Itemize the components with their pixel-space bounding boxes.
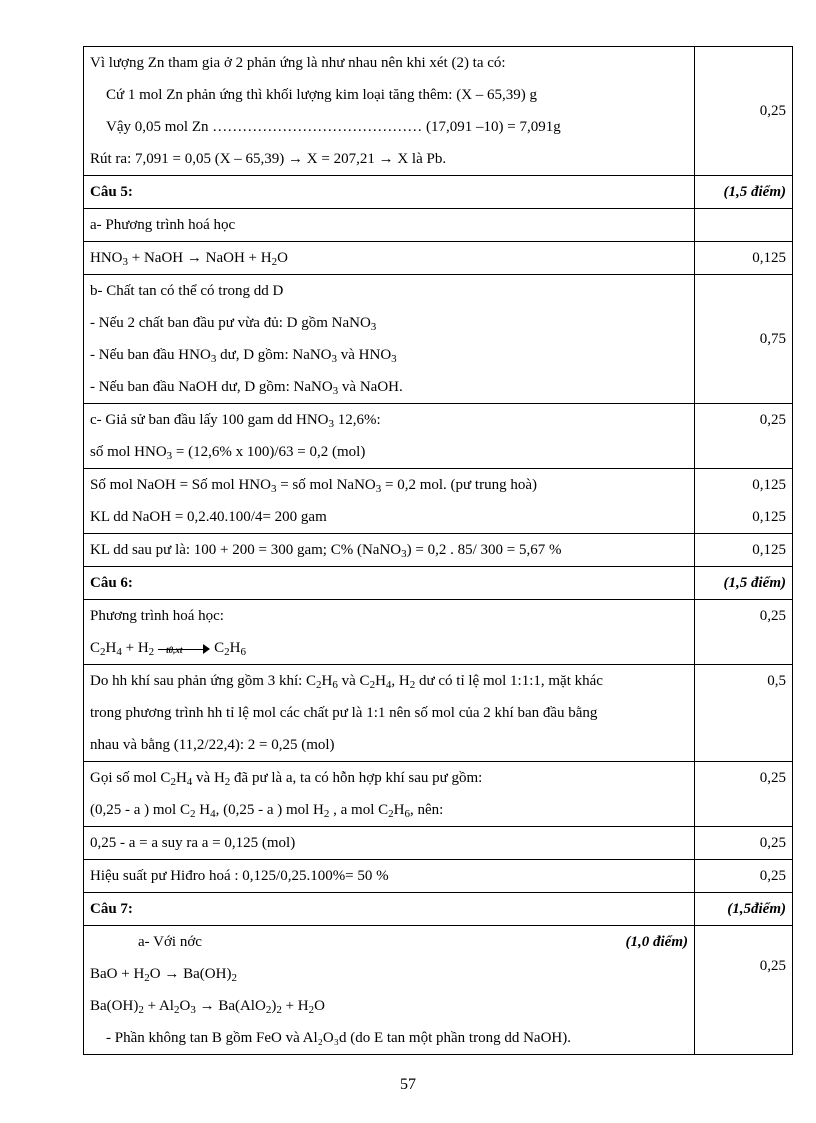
score-cell	[695, 827, 793, 860]
text-line: Vậy 0,05 mol Zn …………………………………… (17,091 –10) = 7,091g	[106, 119, 561, 135]
content-cell	[84, 827, 695, 860]
text-line: nhau và bằng (11,2/22,4): 2 = 0,25 (mol)	[90, 737, 335, 753]
answer-table	[83, 46, 793, 1055]
content-cell	[84, 534, 695, 567]
table-row	[84, 469, 793, 534]
table-row	[84, 404, 793, 469]
question-title: Câu 6:	[90, 575, 133, 591]
text-line: - Nếu 2 chất ban đầu pư vừa đủ: D gồm NaNO$_3$	[90, 315, 377, 333]
score-cell	[695, 600, 793, 665]
score-value: 0,125	[752, 542, 786, 558]
question-header-row	[84, 567, 793, 600]
question-points: (1,5 điểm)	[723, 184, 786, 200]
equation-line: $Ba(OH)_2 + Al_2O_3 \to Ba(AlO_2)_2 + H_2O$	[90, 998, 325, 1016]
content-cell	[84, 242, 695, 275]
question-points: (1,5điểm)	[727, 901, 786, 917]
points-cell	[695, 893, 793, 926]
reaction-arrow-icon	[158, 642, 210, 656]
table-row	[84, 275, 793, 404]
content-cell	[84, 275, 695, 404]
reaction-condition: t0,xt	[166, 644, 183, 655]
text-line: Gọi số mol $C_2H_4$ và $H_2$ đã pư là a, ta có hỗn hợp khí sau pư gồm:	[90, 770, 483, 788]
text-line: Do hh khí sau phản ứng gồm 3 khí: $C_2H_6$ và $C_2H_4$, $H_2$ dư có tỉ lệ mol 1:1:1, mặt khác	[90, 673, 603, 691]
question-header-row	[84, 893, 793, 926]
score-value: 0,25	[759, 412, 786, 428]
score-value: 0,25	[759, 608, 786, 624]
score-cell	[695, 665, 793, 762]
text-line: KL dd NaOH = 0,2.40.100/4= 200 gam	[90, 509, 327, 525]
table-row	[84, 47, 793, 176]
text-line: Rút ra: 7,091 = 0,05 (X – 65,39) → X = 207,21 → X là Pb.	[90, 151, 447, 167]
text-line: b- Chất tan có thể có trong dd D	[90, 283, 284, 299]
table-row	[84, 665, 793, 762]
table-row	[84, 827, 793, 860]
equation-line: BaO + $H_2O \to Ba(OH)_2$	[90, 966, 237, 984]
score-cell	[695, 926, 793, 1055]
text-line: trong phương trình hh tỉ lệ mol các chất pư là 1:1 nên số mol của 2 khí ban đầu bằng	[90, 705, 598, 721]
text-line: a- Phương trình hoá học	[90, 217, 236, 233]
text-line: KL dd sau pư là: 100 + 200 = 300 gam; C% (NaNO$_3$) = 0,2 . 85/ 300 = 5,67 %	[90, 542, 562, 560]
score-cell	[695, 404, 793, 469]
table-row	[84, 242, 793, 275]
equation-line: $HNO_3$ + NaOH → NaOH + $H_2O$	[90, 250, 288, 268]
table-row	[84, 762, 793, 827]
score-cell	[695, 275, 793, 404]
points-cell	[695, 176, 793, 209]
question-title-cell	[84, 176, 695, 209]
content-cell	[84, 762, 695, 827]
score-cell	[695, 762, 793, 827]
score-cell	[695, 47, 793, 176]
text-line: Vì lượng Zn tham gia ở 2 phản ứng là như nhau nên khi xét (2) ta có:	[90, 55, 506, 71]
score-value: 0,125	[752, 509, 786, 525]
content-cell	[84, 926, 695, 1055]
equation-line: $C_2H_4 + H_2$ t0,xt $C_2H_6$	[90, 632, 688, 664]
table-row	[84, 926, 793, 1055]
table-row	[84, 209, 793, 242]
text-line: Số mol NaOH = Số mol $HNO_3$ = số mol NaNO$_3$ = 0,2 mol. (pư trung hoà)	[90, 477, 538, 495]
sub-points: (1,0 điểm)	[625, 934, 688, 950]
score-value: 0,125	[752, 477, 786, 493]
score-cell	[695, 534, 793, 567]
text-line: số mol $HNO_3 = (12,6\%$ x 100)/63 = 0,2 (mol)	[90, 444, 366, 462]
table-row	[84, 860, 793, 893]
content-cell	[84, 860, 695, 893]
question-header-row	[84, 176, 793, 209]
text-line: - Phần không tan B gồm FeO và Al₂O₃d (do E tan một phần trong dd NaOH).	[106, 1030, 571, 1046]
question-title-cell	[84, 893, 695, 926]
content-cell	[84, 469, 695, 534]
score-cell	[695, 242, 793, 275]
score-cell	[695, 209, 793, 242]
content-cell	[84, 665, 695, 762]
score-value: 0,5	[767, 673, 786, 689]
score-value: 0,25	[759, 102, 786, 119]
content-cell	[84, 47, 695, 176]
text-line: - Nếu ban đầu $HNO_3$ dư, D gồm: NaNO$_3$ và $HNO_3$	[90, 347, 397, 365]
text-line: Phương trình hoá học:	[90, 608, 224, 624]
content-cell	[84, 404, 695, 469]
score-value: 0,25	[759, 868, 786, 884]
text-line: a- Với nớc (1,0 điểm)	[90, 926, 688, 958]
text-line: (0,25 - a ) mol $C_2$ $H_4$, (0,25 - a ) mol $H_2$ , a mol $C_2H_6$, nên:	[90, 802, 444, 820]
score-cell	[695, 469, 793, 534]
question-points: (1,5 điểm)	[723, 575, 786, 591]
score-value: 0,25	[759, 835, 786, 851]
question-title-cell	[84, 567, 695, 600]
text-line: Cứ 1 mol Zn phản ứng thì khối lượng kim loại tăng thêm: (X – 65,39) g	[106, 87, 538, 103]
table-row	[84, 600, 793, 665]
text-line: 0,25 - a = a suy ra a = 0,125 (mol)	[90, 835, 296, 851]
content-cell	[84, 209, 695, 242]
text-line: c- Giả sử ban đầu lấy 100 gam dd $HNO_3$ 12,6%:	[90, 412, 381, 430]
page-number: 57	[400, 1076, 416, 1093]
content-cell	[84, 600, 695, 665]
points-cell	[695, 567, 793, 600]
question-title: Câu 7:	[90, 901, 133, 917]
score-cell	[695, 860, 793, 893]
text-line: Hiệu suất pư Hiđro hoá : 0,125/0,25.100%= 50 %	[90, 868, 389, 884]
score-value: 0,125	[752, 250, 786, 266]
score-value: 0,25	[759, 770, 786, 786]
text-line: - Nếu ban đầu NaOH dư, D gồm: NaNO$_3$ và NaOH.	[90, 379, 403, 397]
score-value: 0,25	[759, 958, 786, 974]
question-title: Câu 5:	[90, 184, 133, 200]
score-value: 0,75	[759, 330, 786, 347]
table-row	[84, 534, 793, 567]
